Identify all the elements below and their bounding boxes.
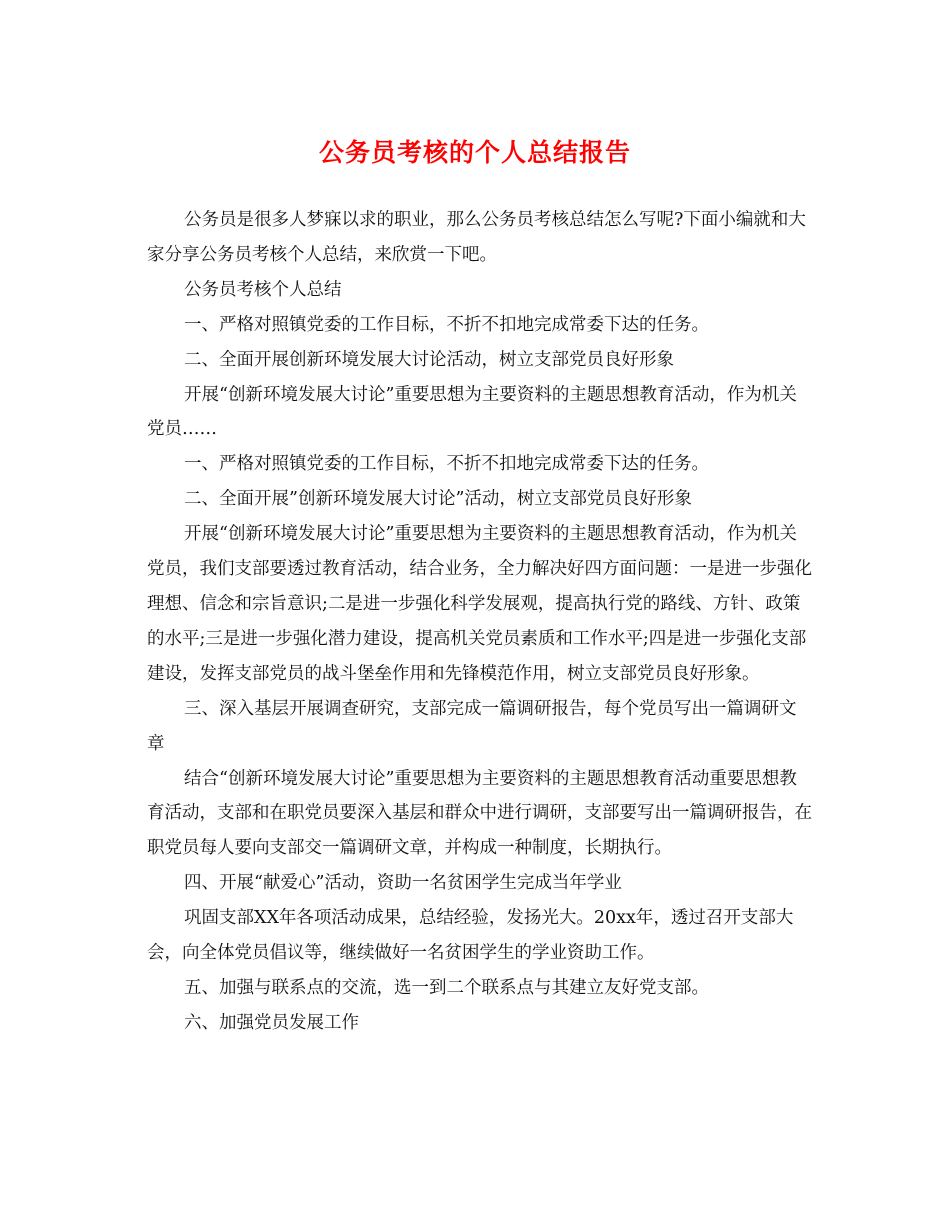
paragraph-intro: 公务员是很多人梦寐以求的职业，那么公务员考核总结怎么写呢?下面小编就和大家分享公务员考核个人总结，来欣赏一下吧。 — [147, 210, 806, 265]
paragraph-subtitle: 公务员考核个人总结 — [184, 279, 342, 300]
paragraph-item-1-repeat: 一、严格对照镇党委的工作目标，不折不扣地完成常委下达的任务。 — [184, 454, 709, 475]
paragraph-item-4: 四、开展“献爱心”活动，资助一名贫困学生完成当年学业 — [184, 873, 622, 894]
document-body — [147, 203, 812, 1041]
paragraph-item-5: 五、加强与联系点的交流，选一到二个联系点与其建立友好党支部。 — [184, 977, 709, 998]
paragraph-item-6: 六、加强党员发展工作 — [184, 1012, 359, 1033]
paragraph-item-2-brief: 开展“创新环境发展大讨论”重要思想为主要资料的主题思想教育活动，作为机关党员…… — [147, 384, 797, 440]
paragraph-item-4-detail: 巩固支部XX年各项活动成果，总结经验，发扬光大。20xx年，透过召开支部大会，向全体党员倡议等，继续做好一名贫困学生的学业资助工作。 — [147, 908, 794, 964]
paragraph-item-2-repeat: 二、全面开展”创新环境发展大讨论”活动，树立支部党员良好形象 — [184, 489, 692, 510]
paragraph-item-2: 二、全面开展创新环境发展大讨论活动，树立支部党员良好形象 — [184, 349, 674, 370]
document-title: 公务员考核的个人总结报告 — [318, 138, 631, 167]
paragraph-item-1: 一、严格对照镇党委的工作目标，不折不扣地完成常委下达的任务。 — [184, 314, 709, 335]
paragraph-item-3: 三、深入基层开展调查研究，支部完成一篇调研报告，每个党员写出一篇调研文章 — [147, 698, 797, 754]
paragraph-item-2-detail: 开展“创新环境发展大讨论”重要思想为主要资料的主题思想教育活动，作为机关党员，我们支部要透过教育活动，结合业务，全力解决好四方面问题：一是进一步强化理想、信念和宗旨意识;二是进一步强化科学发展观，提高执行党的路线、方针、政策的水平;三是进一步强化潜力建设，提高机关党员素质和工作水平;四是进一步强化支部建设，发挥支部党员的战斗堡垒作用和先锋模范作用，树立支部党员良好形象。 — [147, 524, 812, 684]
paragraph-item-3-detail: 结合“创新环境发展大讨论”重要思想为主要资料的主题思想教育活动重要思想教育活动，支部和在职党员要深入基层和群众中进行调研，支部要写出一篇调研报告，在职党员每人要向支部交一篇调研文章，并构成一种制度，长期执行。 — [147, 768, 812, 859]
